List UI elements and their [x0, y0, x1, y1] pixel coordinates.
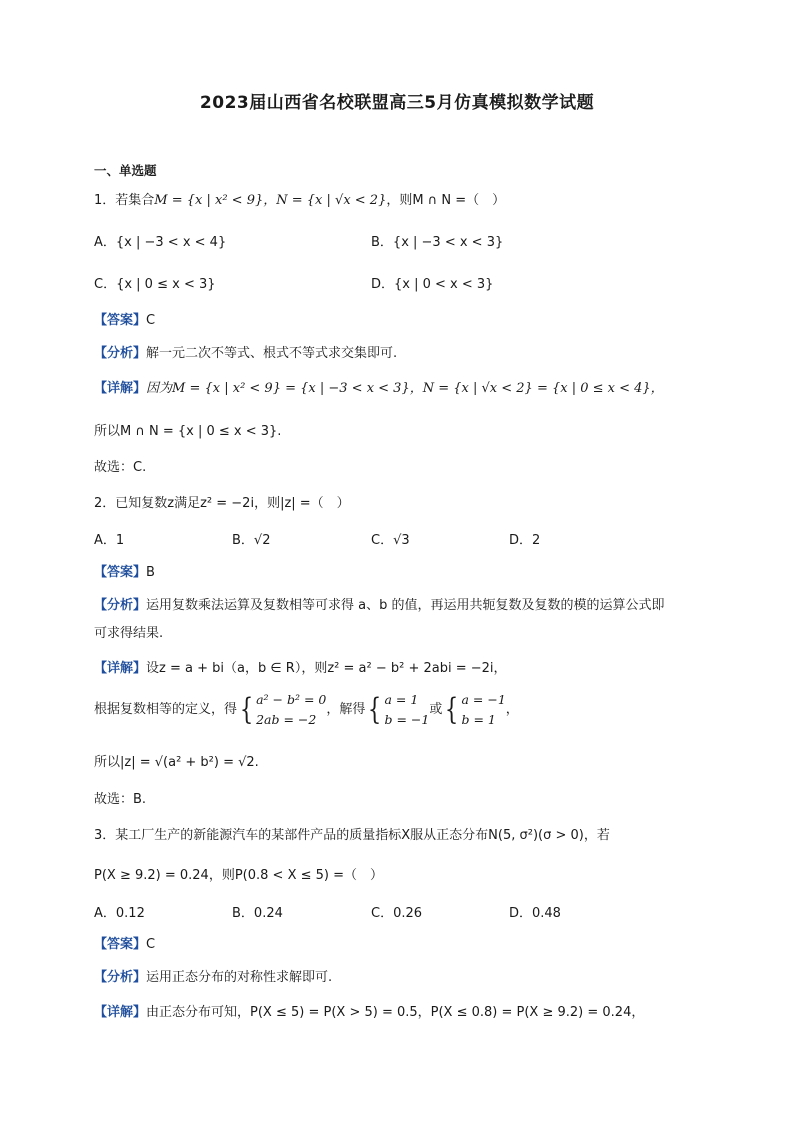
q3-answer — [94, 935, 155, 955]
q1-analysis-text: 解一元二次不等式、根式不等式求交集即可. — [146, 346, 398, 361]
q2-option-b: B．√2 — [232, 533, 271, 548]
q1-answer — [94, 311, 155, 331]
q2-system-2 — [385, 690, 430, 730]
q1-detail — [94, 379, 664, 399]
q2-answer-value: B — [146, 565, 155, 580]
q1-stem-pre: 1．若集合 — [94, 193, 155, 208]
q3-detail — [94, 1003, 644, 1023]
q2-option-a: A．1 — [94, 533, 125, 548]
q1-conclusion: 故选：C. — [94, 460, 147, 475]
q1-option-d: D．{x | 0 < x < 3} — [371, 277, 494, 292]
q2-option-d: D．2 — [509, 533, 541, 548]
q2-system-1-bottom: 2ab = −2 — [256, 711, 317, 727]
q1-set-m: M = {x | x² < 9} — [154, 193, 264, 208]
q2-analysis — [94, 596, 665, 616]
q2-detail-2-end: ， — [505, 702, 519, 717]
q2-system-3 — [461, 690, 505, 730]
q2-analysis-line-1: 运用复数乘法运算及复数相等可求得 a、b 的值，再运用共轭复数及复数的模的运算公式即 — [146, 598, 665, 613]
q3-answer-value: C — [146, 937, 156, 952]
section-heading: 一、单选题 — [94, 163, 157, 178]
q2-detail — [94, 659, 507, 679]
q1-option-b: B．{x | −3 < x < 3} — [371, 235, 504, 250]
q2-system-2-top: a = 1 — [384, 691, 419, 707]
q3-option-c: C．0.26 — [371, 906, 423, 921]
q2-system-1 — [256, 690, 326, 730]
q2-detail-line-3: 所以|z| = √(a² + b²) = √2. — [94, 755, 259, 770]
q3-option-a: A．0.12 — [94, 906, 145, 921]
q2-stem: 2．已知复数z满足z² = −2i，则|z| =（ ） — [94, 496, 350, 511]
brace-icon: { — [239, 691, 254, 727]
q2-option-c: C．√3 — [371, 533, 410, 548]
brace-icon: { — [445, 691, 459, 727]
q2-detail-2-pre: 根据复数相等的定义，得 — [94, 702, 238, 717]
q1-set-n: ，N = {x | √x < 2} — [263, 193, 387, 208]
q1-detail-tag: 【详解】 — [94, 381, 147, 396]
q1-detail-line-1: 因为M = {x | x² < 9} = {x | −3 < x < 3}，N = {x | √x < 2} = {x | 0 ≤ x < 4}， — [146, 381, 664, 396]
q3-stem-line-1: 3．某工厂生产的新能源汽车的某部件产品的质量指标X服从正态分布N(5, σ²)(σ > 0)，若 — [94, 828, 610, 843]
q2-conclusion: 故选：B. — [94, 792, 147, 807]
q3-detail-tag: 【详解】 — [94, 1005, 147, 1020]
q3-answer-tag: 【答案】 — [94, 937, 147, 952]
q3-analysis-text: 运用正态分布的对称性求解即可. — [146, 970, 333, 985]
q3-stem-line-2: P(X ≥ 9.2) = 0.24，则P(0.8 < X ≤ 5) =（ ） — [94, 868, 383, 883]
q3-option-b: B．0.24 — [232, 906, 283, 921]
q1-analysis — [94, 344, 397, 364]
q2-detail-line-2 — [94, 688, 519, 732]
q2-analysis-line-2: 可求得结果. — [94, 626, 164, 641]
q2-answer — [94, 563, 155, 583]
q3-option-d: D．0.48 — [509, 906, 561, 921]
q1-answer-tag: 【答案】 — [94, 313, 147, 328]
q1-answer-value: C — [146, 313, 156, 328]
q2-detail-line-1: 设z = a + bi（a，b ∈ R），则z² = a² − b² + 2abi = −2i， — [146, 661, 507, 676]
q1-analysis-tag: 【分析】 — [94, 346, 147, 361]
q2-system-3-bottom: b = 1 — [461, 711, 496, 727]
q2-system-3-top: a = −1 — [461, 691, 506, 707]
q1-option-c: C．{x | 0 ≤ x < 3} — [94, 277, 216, 292]
q1-stem — [94, 191, 505, 211]
q1-option-a: A．{x | −3 < x < 4} — [94, 235, 227, 250]
q1-detail-line-2: 所以M ∩ N = {x | 0 ≤ x < 3}. — [94, 424, 282, 439]
q2-system-1-top: a² − b² = 0 — [256, 691, 327, 707]
q1-stem-post: ，则M ∩ N =（ ） — [386, 193, 506, 208]
q2-detail-2-mid: ，解得 — [326, 702, 366, 717]
q2-detail-2-or: 或 — [429, 702, 443, 717]
q3-analysis — [94, 968, 332, 988]
q2-answer-tag: 【答案】 — [94, 565, 147, 580]
brace-icon: { — [368, 691, 382, 727]
q2-analysis-tag: 【分析】 — [94, 598, 147, 613]
page-title: 2023届山西省名校联盟高三5月仿真模拟数学试题 — [199, 93, 595, 113]
q3-analysis-tag: 【分析】 — [94, 970, 147, 985]
q2-detail-tag: 【详解】 — [94, 661, 147, 676]
q3-detail-text: 由正态分布可知，P(X ≤ 5) = P(X > 5) = 0.5，P(X ≤ 0.8) = P(X ≥ 9.2) = 0.24， — [146, 1005, 645, 1020]
q2-system-2-bottom: b = −1 — [384, 711, 430, 727]
